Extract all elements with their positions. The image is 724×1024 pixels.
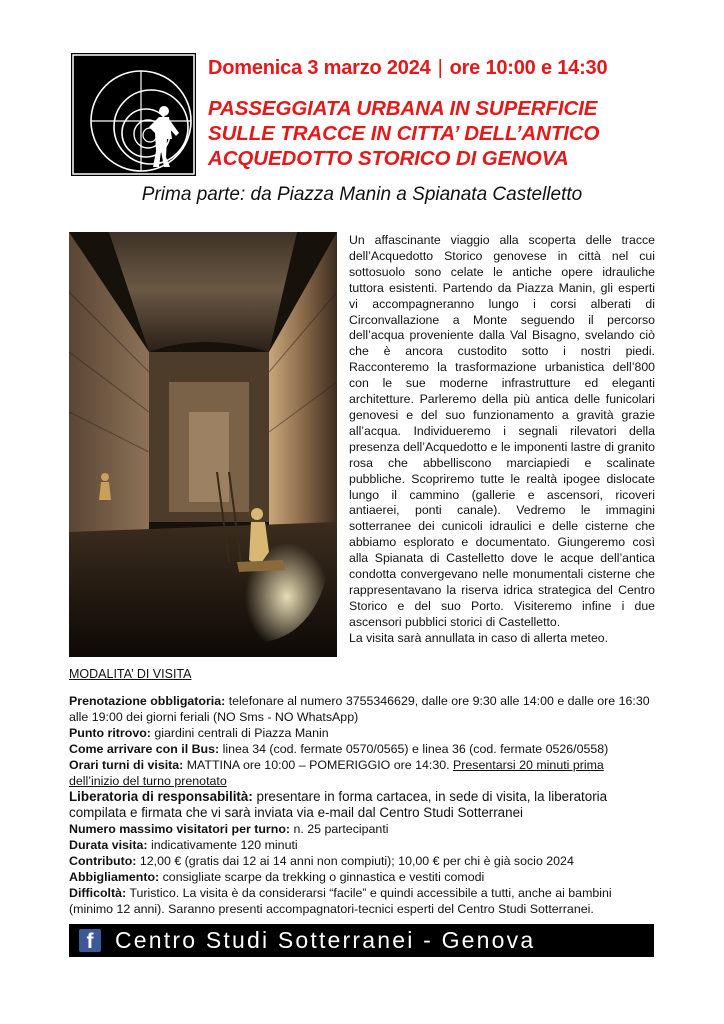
underground-cistern-photo: [69, 232, 337, 657]
logo-graphic: [71, 53, 196, 176]
info-value: indicativamente 120 minuti: [147, 838, 298, 852]
info-duration: [69, 837, 657, 853]
info-value: telefonare al numero 3755346629, dalle ore 9:30 alle 14:00 e dalle ore 16:30 alle 19:00 dei giorni feriali (NO Sms - NO WhatsApp): [69, 694, 650, 724]
info-value: linea 34 (cod. fermate 0570/0565) e linea 36 (cod. fermate 0526/0558): [219, 742, 609, 756]
footer-organization: Centro Studi Sotterranei - Genova: [115, 927, 536, 953]
cistern-illustration: [69, 232, 337, 657]
info-label: Prenotazione obbligatoria:: [69, 694, 226, 708]
info-schedule: [69, 757, 657, 789]
info-label: Punto ritrovo:: [69, 726, 151, 740]
info-arrival-note: Presentarsi 20 minuti prima dell’inizio del turno prenotato: [69, 758, 604, 788]
info-fee: [69, 853, 657, 869]
title-line: ACQUEDOTTO STORICO DI GENOVA: [208, 147, 569, 170]
info-label: Come arrivare con il Bus:: [69, 742, 220, 756]
info-waiver: [69, 789, 657, 821]
info-value: n. 25 partecipanti: [290, 822, 389, 836]
info-max-visitors: [69, 821, 657, 837]
description-paragraph: Un affascinante viaggio alla scoperta delle tracce dell’Acquedotto Storico genovese in città nel cui sottosuolo sono celate le antiche opere idrauliche tuttora esistenti. Partendo da Piazza Manin, gli esperti vi accompagneranno lungo i corsi alberati di Circonvallazione a Monte seguendo il percorso dell’acqua proveniente dalla Val Bisagno, svelando ciò che è ancora custodito sotto i nostri piedi. Racconteremo la trasformazione urbanistica dell’800 con le sue moderne infrastrutture ed eleganti architetture. Parleremo della più antica delle funicolari genovesi e del suo funzionamento a gravità grazie all’acqua. Individueremo i segnali rilevatori della presenza dell’Acquedotto e le imponenti lastre di granito rosa che abbelliscono marciapiedi e scalinate pubbliche. Scopriremo tutte le realtà ipogee dislocate lungo il cammino (gallerie e ascensori, ricoveri antiaerei, ponti canale). Vedremo le immagini sotterranee dei cunicoli idraulici e delle cisterne che abbiamo esplorato e documentato. Giungeremo così alla Spianata di Castelletto dove le acque dell’antica condotta convergevano nelle monumentali cisterne che rappresentavano la riserva idrica strategica del Centro Storico e del suo Porto. Visiteremo infine i due ascensori pubblici storici di Castelletto.: [349, 233, 655, 629]
info-label: Numero massimo visitatori per turno:: [69, 822, 291, 836]
event-date-line: [208, 57, 678, 80]
visit-modes-heading: MODALITA’ DI VISITA: [69, 667, 192, 681]
date-separator: |: [437, 57, 443, 79]
event-subtitle: Prima parte: da Piazza Manin a Spianata Castelletto: [141, 184, 583, 205]
spiral-climber-logo: [71, 53, 196, 176]
cancel-note: La visita sarà annullata in caso di allerta meteo.: [349, 630, 609, 645]
info-value: 12,00 € (gratis dai 12 ai 14 anni non compiuti); 10,00 € per chi è già socio 2024: [136, 854, 574, 868]
info-label: Abbigliamento:: [69, 870, 160, 884]
title-line: PASSEGGIATA URBANA IN SUPERFICIE: [208, 97, 598, 120]
event-description: [349, 233, 655, 647]
footer-banner: [69, 924, 654, 957]
event-time: ore 10:00 e 14:30: [449, 57, 608, 79]
info-clothing: [69, 869, 657, 885]
info-value: MATTINA ore 10:00 – POMERIGGIO ore 14:30.: [183, 758, 454, 772]
info-booking: [69, 693, 657, 725]
title-line: SULLE TRACCE IN CITTA’ DELL’ANTICO: [208, 122, 600, 145]
event-date: Domenica 3 marzo 2024: [208, 57, 431, 79]
info-value: giardini centrali di Piazza Manin: [150, 726, 329, 740]
info-value: Turistico. La visita è da considerarsi “facile” e quindi accessibile a tutti, anche ai bambini (minimo 12 anni). Saranno presenti accompagnatori-tecnici esperti del Centro Studi Sotterranei.: [69, 886, 612, 916]
info-label: Orari turni di visita:: [69, 758, 184, 772]
facebook-icon[interactable]: f: [79, 929, 101, 952]
visit-info: [69, 693, 657, 917]
info-difficulty: [69, 885, 657, 917]
event-title: [208, 96, 678, 171]
info-label: Difficoltà:: [69, 886, 127, 900]
info-value: consigliate scarpe da trekking o ginnastica e vestiti comodi: [159, 870, 485, 884]
info-bus: [69, 741, 657, 757]
info-value: presentare in forma cartacea, in sede di visita, la liberatoria compilata e firmata che vi sarà inviata via e-mail dal Centro Studi Sotterranei: [69, 789, 608, 820]
info-meeting-point: [69, 725, 657, 741]
info-label: Durata visita:: [69, 838, 148, 852]
info-label: Liberatoria di responsabilità:: [69, 789, 253, 804]
info-label: Contributo:: [69, 854, 137, 868]
